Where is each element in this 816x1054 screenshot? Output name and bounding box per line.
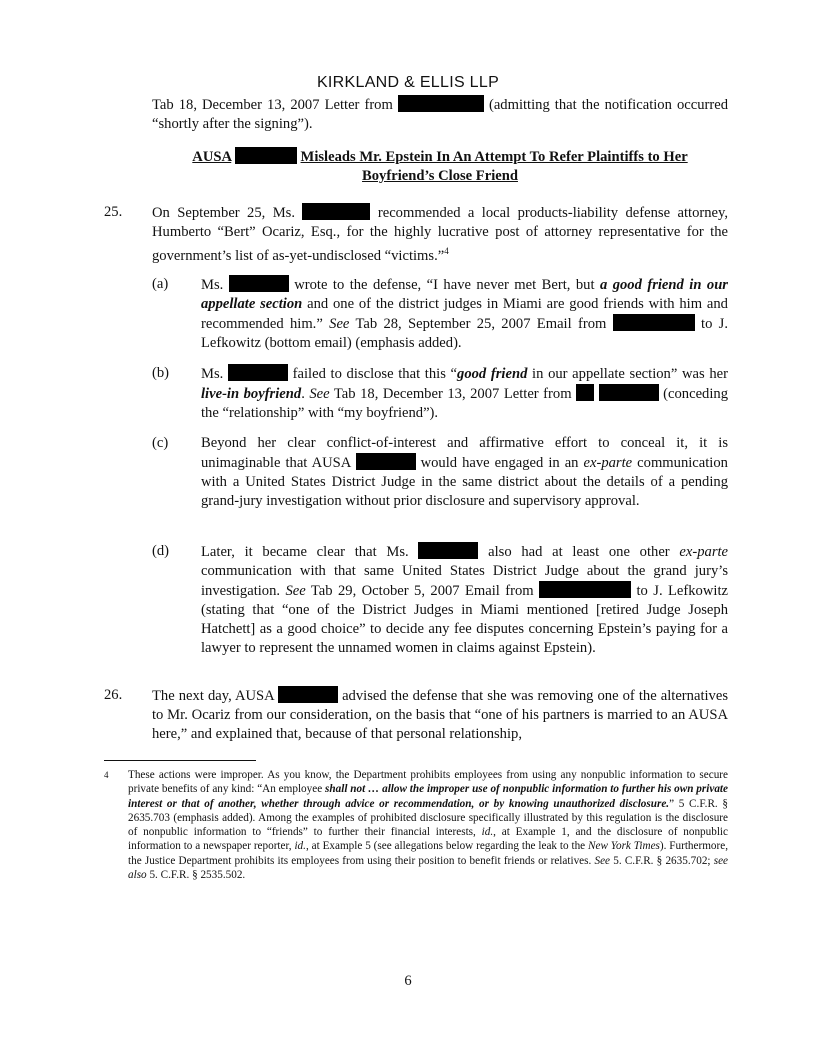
intro-paragraph: Tab 18, December 13, 2007 Letter from (admitting that the notification occurred “shortly after the signing”). [152,97,728,132]
redaction-box [613,314,695,331]
item-label: (d) [152,543,170,559]
footnote-divider [104,760,256,761]
redaction-box [356,453,416,470]
redaction-box [418,542,478,559]
item-d: Later, it became clear that Ms. also had at least one other ex-parte communication with that same United States District Judge about the grand jury’s investigation. See Tab 29, October 5, 2007 Email from to J. Lefkowitz (stating that “one of the District Judges in Miami mentioned [retired Judge Joseph Hatchett] as a good choice” to decide any fee disputes concerning Epstein’s paying for a lawyer to represent the unnamed women in claims against Epstein). [201,544,729,656]
paragraph-number: 25. [104,204,123,220]
redaction-box [576,384,594,401]
item-label: (b) [152,365,170,381]
redaction-box [235,147,297,164]
item-a: Ms. wrote to the defense, “I have never met Bert, but a good friend in our appellate section and one of the district judges in Miami are good friends with him and recommended him.” See Tab 28, September 25, 2007 Email from to J. Lefkowitz (bottom email) (emphasis added). [201,277,729,351]
footnote-ref[interactable]: 4 [444,246,449,256]
redaction-box [278,686,338,703]
redaction-box [398,95,484,112]
redaction-box [229,275,289,292]
item-c: Beyond her clear conflict-of-interest and affirmative effort to conceal it, it is unimaginable that AUSA would have engaged in an ex-parte communication with a United States District Judge in the same district about the details of a pending grand-jury investigation without prior disclosure and supervisory approval. [201,435,728,509]
item-label: (c) [152,435,169,451]
firm-header: KIRKLAND & ELLIS LLP [316,74,500,91]
item-label: (a) [152,276,169,292]
item-b: Ms. failed to disclose that this “good friend in our appellate section” was her live-in boyfriend. See Tab 18, December 13, 2007 Letter from (conceding the “relationship” with “my boyfriend”). [201,366,728,421]
redaction-box [228,364,288,381]
paragraph-25: On September 25, Ms. recommended a local products-liability defense attorney, Humberto “Bert” Ocariz, Esq., for the highly lucrative post of attorney representative for the government’s list of as-yet-undisclosed “victims.”$^4$ [152,205,728,264]
footnote-number: 4 [104,770,109,780]
redaction-box [539,581,631,598]
redaction-box [599,384,659,401]
redaction-box [302,203,370,220]
page-number: 6 [404,973,412,989]
paragraph-26: The next day, AUSA advised the defense that she was removing one of the alternatives to Mr. Ocariz from our consideration, on the basis that “one of his partners is married to an AUSA here,” and explained that, because of that personal relationship, [152,688,729,742]
paragraph-number: 26. [104,687,123,703]
footnote-4: These actions were improper. As you know, the Department prohibits employees from using any nonpublic information to secure private benefits of any kind: “An employee shall not … allow the improper use of nonpublic information to further his own private interest or that of another, whether through advice or recommendation, or by knowing unauthorized disclosure.” 5 C.F.R. § 2635.703 (emphasis added). Among the examples of prohibited disclosure specifically illustrated by this regulation is the disclosure of nonpublic information to “friends” to further their financial interests, id., at Example 1, and the disclosure of nonpublic information to a newspaper reporter, id., at Example 5 (see allegations below regarding the leak to the New York Times). Furthermore, the Justice Department prohibits its employees from using their position to benefit friends or relatives. See 5. C.F.R. § 2635.702; see also 5. C.F.R. § 2535.502. [128,769,729,882]
section-heading: AUSA Misleads Mr. Epstein In An Attempt To Refer Plaintiffs to Her Boyfriend’s Close Friend [192,149,688,184]
